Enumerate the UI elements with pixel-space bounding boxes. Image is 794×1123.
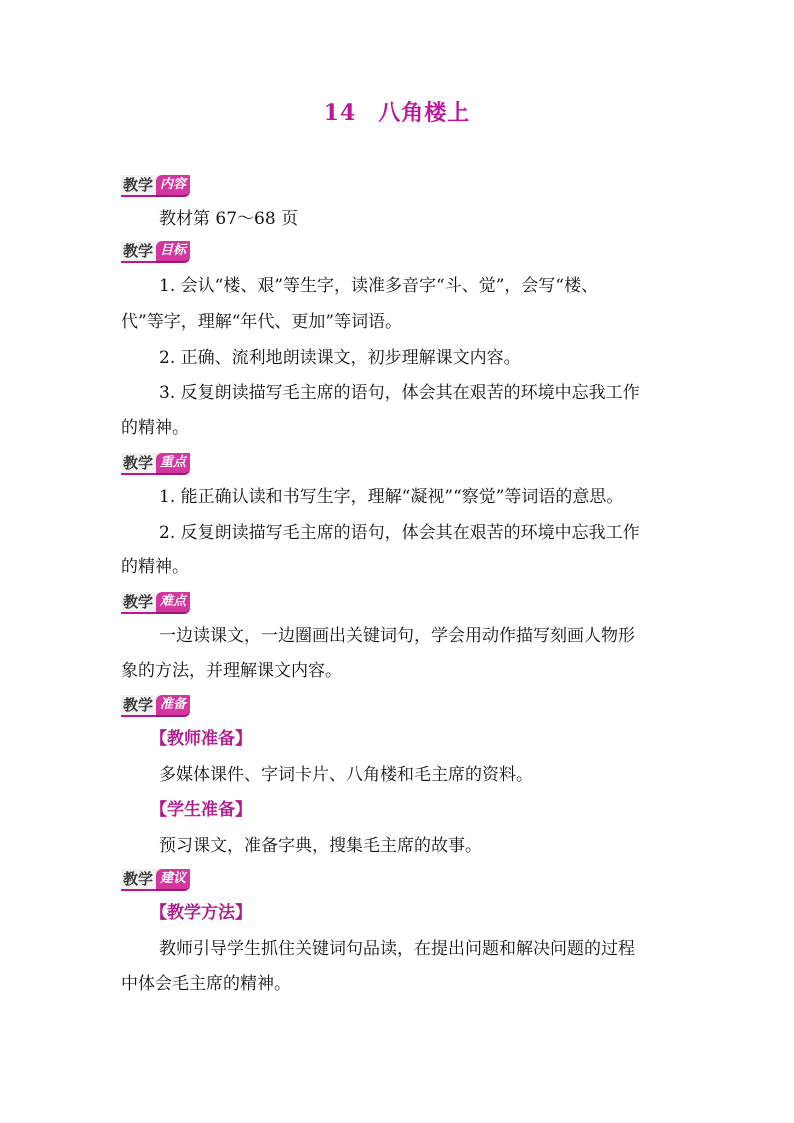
lesson-name: 八角楼上 [378,100,471,126]
section-tag-prep [121,696,190,716]
tag-prefix: 教学 [121,695,156,717]
tag-prefix: 教学 [121,869,156,891]
teacher-prep-text: 多媒体课件、字词卡片、八角楼和毛主席的资料。 [159,765,533,785]
key-1: 1. 能正确认读和书写生字，理解“凝视”“察觉”等词语的意思。 [159,487,624,507]
tag-chip-key: 重点 [156,453,190,475]
difficulty-line-1: 一边读课文，一边圈画出关键词句，学会用动作描写刻画人物形 [159,626,635,646]
tag-chip-content: 内容 [156,175,190,197]
section-tag-advice [121,870,190,890]
goal-2: 2. 正确、流利地朗读课文，初步理解课文内容。 [159,348,521,368]
student-prep-heading: 【学生准备】 [150,800,252,820]
method-heading: 【教学方法】 [150,903,252,923]
tag-chip-prep: 准备 [156,695,190,717]
teacher-prep-heading: 【教师准备】 [150,729,252,749]
tag-chip-difficulty: 难点 [156,592,190,614]
section-tag-difficulty [121,593,190,613]
method-line-1: 教师引导学生抓住关键词句品读，在提出问题和解决问题的过程 [159,939,635,959]
goal-3-line-1: 3. 反复朗读描写毛主席的语句，体会其在艰苦的环境中忘我工作 [159,383,640,403]
key-2-line-1: 2. 反复朗读描写毛主席的语句，体会其在艰苦的环境中忘我工作 [159,523,640,543]
method-line-2: 中体会毛主席的精神。 [121,974,291,994]
tag-prefix: 教学 [121,453,156,475]
tag-chip-goals: 目标 [156,241,190,263]
tag-prefix: 教学 [121,592,156,614]
tag-prefix: 教学 [121,241,156,263]
lesson-number: 14 [323,100,357,126]
content-text: 教材第 67～68 页 [159,209,299,229]
section-tag-content [121,176,190,196]
section-tag-goals [121,242,190,262]
key-2-line-2: 的精神。 [121,557,189,577]
lesson-title [0,96,794,127]
goal-1-line-2: 代”等字，理解“年代、更加”等词语。 [121,312,403,332]
tag-chip-advice: 建议 [156,869,190,891]
goal-1-line-1: 1. 会认“楼、艰”等生字，读准多音字“斗、觉”，会写“楼、 [159,276,599,296]
student-prep-text: 预习课文，准备字典，搜集毛主席的故事。 [159,836,482,856]
tag-prefix: 教学 [121,175,156,197]
goal-3-line-2: 的精神。 [121,418,189,438]
section-tag-key [121,454,190,474]
difficulty-line-2: 象的方法，并理解课文内容。 [121,661,342,681]
